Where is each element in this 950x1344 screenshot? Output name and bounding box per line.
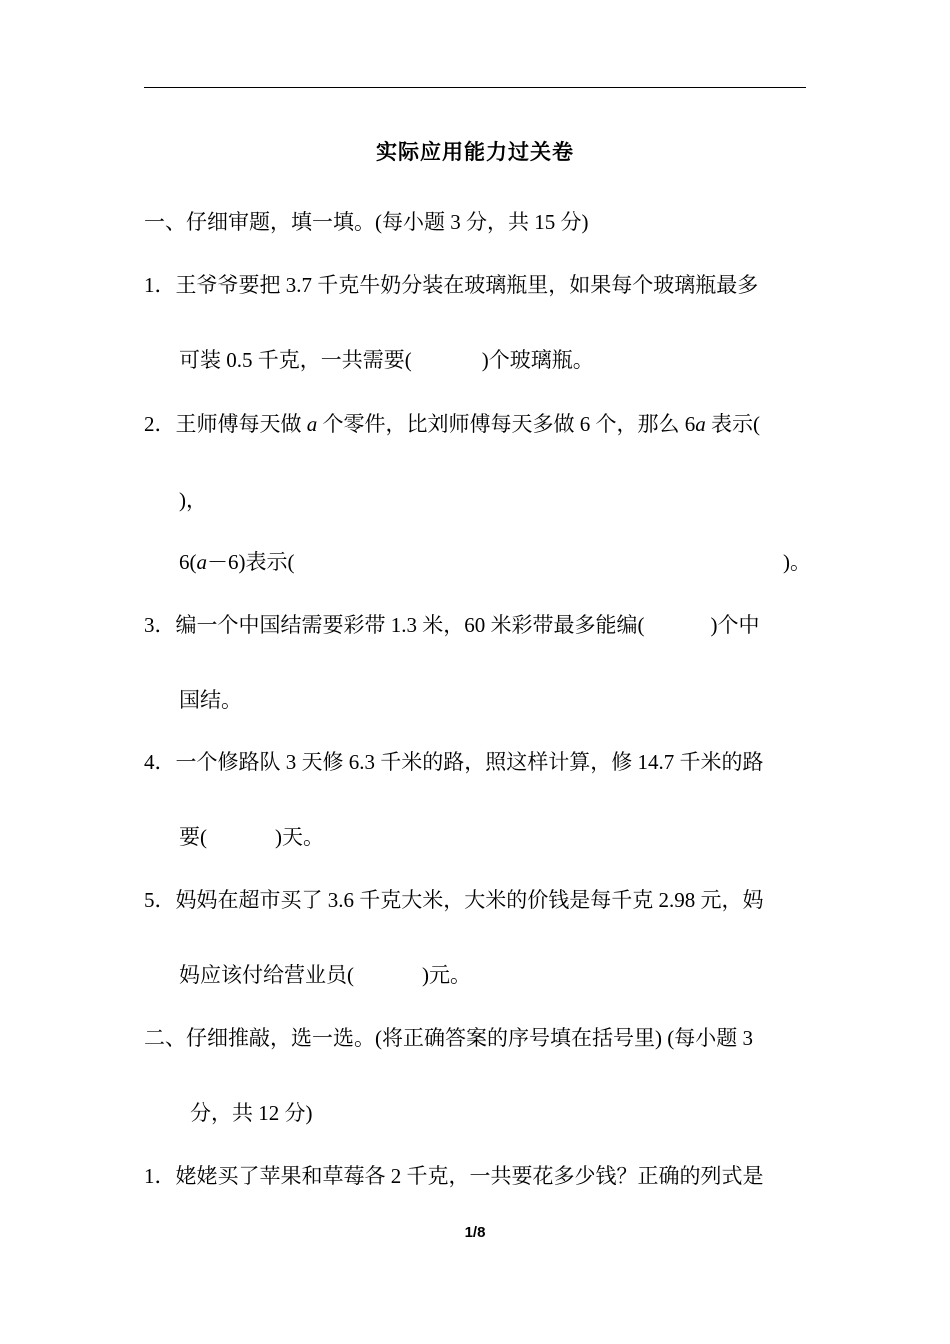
question-number: 3． bbox=[144, 613, 176, 637]
question-text: 要( bbox=[179, 825, 207, 849]
question-number: 1． bbox=[144, 273, 176, 297]
question-text: )个中 bbox=[710, 613, 760, 637]
question-number: 5． bbox=[144, 888, 176, 912]
section2-heading-line2: 分，共 12 分) bbox=[190, 1101, 313, 1125]
question-text: 个零件，比刘师傅每天多做 6 个，那么 6 bbox=[317, 412, 696, 436]
question-text: )个玻璃瓶。 bbox=[481, 348, 594, 372]
question-5-line2 bbox=[179, 960, 471, 990]
question-text: )。 bbox=[783, 550, 811, 574]
question-1-line1 bbox=[144, 270, 758, 300]
question-3-line1 bbox=[144, 610, 806, 640]
question-text: 王师傅每天做 bbox=[175, 412, 307, 436]
variable-a: a bbox=[196, 550, 207, 574]
question-text: 6( bbox=[179, 550, 197, 574]
variable-a: a bbox=[306, 412, 318, 436]
section2-question-1-line1 bbox=[144, 1161, 764, 1191]
question-text: )， bbox=[179, 488, 207, 512]
question-text: 可装 0.5 千克，一共需要( bbox=[179, 348, 412, 372]
question-2-line3 bbox=[179, 547, 811, 577]
question-5-line1 bbox=[144, 885, 764, 915]
question-text: 妈应该付给营业员( bbox=[179, 963, 354, 987]
page-number: 1/8 bbox=[464, 1224, 486, 1241]
question-text: 王爷爷要把 3.7 千克牛奶分装在玻璃瓶里，如果每个玻璃瓶最多 bbox=[175, 273, 759, 297]
page-title: 实际应用能力过关卷 bbox=[376, 140, 574, 164]
header-rule bbox=[144, 87, 806, 88]
question-text: 姥姥买了苹果和草莓各 2 千克，一共要花多少钱？正确的列式是 bbox=[175, 1164, 764, 1188]
question-text: 妈妈在超市买了 3.6 千克大米，大米的价钱是每千克 2.98 元，妈 bbox=[175, 888, 764, 912]
question-text: 编一个中国结需要彩带 1.3 米，60 米彩带最多能编( bbox=[175, 613, 645, 637]
section1-heading: 一、仔细审题，填一填。(每小题 3 分，共 15 分) bbox=[144, 210, 589, 234]
question-1-line2 bbox=[179, 345, 594, 375]
section2-heading-line1: 二、仔细推敲，选一选。(将正确答案的序号填在括号里) (每小题 3 bbox=[144, 1026, 753, 1050]
question-4-line2 bbox=[179, 822, 324, 852]
question-text: －6)表示( bbox=[207, 550, 295, 574]
question-text: )天。 bbox=[275, 825, 324, 849]
question-text: 表示( bbox=[705, 412, 760, 436]
question-2-line1 bbox=[144, 409, 760, 439]
question-text: 一个修路队 3 天修 6.3 千米的路，照这样计算，修 14.7 千米的路 bbox=[175, 750, 764, 774]
question-text: )元。 bbox=[422, 963, 471, 987]
question-3-line2 bbox=[179, 685, 242, 715]
question-number: 1． bbox=[144, 1164, 176, 1188]
question-number: 2． bbox=[144, 412, 176, 436]
question-4-line1 bbox=[144, 747, 764, 777]
question-number: 4． bbox=[144, 750, 176, 774]
variable-a: a bbox=[695, 412, 706, 436]
question-text: 国结。 bbox=[179, 688, 242, 712]
question-2-line2 bbox=[179, 485, 207, 515]
